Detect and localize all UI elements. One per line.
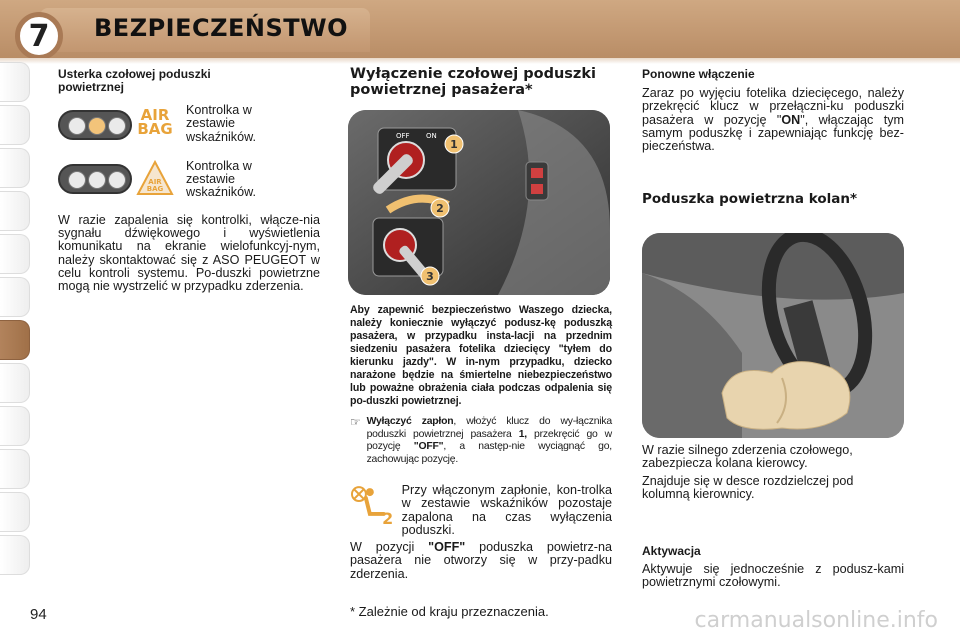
failure-paragraph: W razie zapalenia się kontrolki, włącze-nia sygnału dźwiękowego i wyświetlenia komunikatu na ekranie wielofunkcyj-nym, należy skontaktować się z ASO PEUGEOT w celu kontroli systemu. Po-duszki powietrzne mogą nie wystrzelić w przypadku zderzenia. [58,212,320,294]
section-heading: Ponowne włączenie [642,67,755,81]
section-heading: Wyłączenie czołowej poduszki powietrznej pasażera* [350,66,596,98]
footnote: * Zależnie od kraju przeznaczenia. [350,604,549,619]
middle-column [350,66,612,98]
passenger-airbag-off-icon [350,484,396,526]
svg-text:2: 2 [382,508,394,526]
pointing-hand-icon: ☞ [350,415,361,429]
svg-text:AIR: AIR [148,177,162,186]
chapter-tab[interactable] [0,105,30,145]
knee-airbag-text-1: W razie silnego zderzenia czołowego, zabezpiecza kolana kierowcy. [642,443,853,471]
warning-label: Kontrolka w zestawie wskaźników. [186,158,256,200]
right-column-lower [642,444,904,590]
instrument-cluster-icon [58,164,132,194]
chapter-tab[interactable] [0,363,30,403]
chapter-side-tabs [0,62,34,577]
chapter-tab[interactable] [0,277,30,317]
warning-row [58,103,320,144]
airbag-triangle-icon [136,160,174,196]
middle-text [350,304,612,581]
reactivation-text: Zaraz po wyjęciu fotelika dziecięcego, należy przekręcić klucz w przełączni-ku poduszki pasażera w pozycję "ON", włączając tym samym poduszkę i zapewniając funkcję bez-pieczeństwa. [642,86,904,154]
key-switch-photo [348,110,610,295]
step-1-marker: 1 [450,138,458,151]
off-position-text: W pozycji "OFF" poduszka powietrz-na pasażera nie otworzy się w przy-padku zderzenia. [350,540,612,581]
instruction-item [350,416,612,466]
chapter-tab[interactable] [0,406,30,446]
chapter-tab[interactable] [0,62,30,102]
section-heading: Poduszka powietrzna kolan* [642,191,858,208]
right-column [642,68,904,207]
chapter-tab[interactable] [0,449,30,489]
on-label: ON [426,132,437,140]
chapter-tab[interactable] [0,492,30,532]
step-2-marker: 2 [436,202,444,215]
off-label: OFF [396,132,410,140]
chapter-tab-active[interactable] [0,320,30,360]
step-3-marker: 3 [426,270,434,283]
section-heading: Usterka czołowej poduszki powietrznej [58,67,211,94]
chapter-tab[interactable] [0,234,30,274]
knee-airbag-photo [642,233,904,438]
instruction-text: Wyłączyć zapłon, włożyć klucz do wy-łącznika poduszki powietrznej pasażera 1, przekręcić go w pozycję "OFF", a następ-nie wyciągnąć go, zachowując pozycję. [366,416,612,465]
knee-airbag-text-2: Znajduje się w desce rozdzielczej pod kolumną kierownicy. [642,473,854,501]
left-column [58,68,320,294]
watermark: carmanualsonline.info [694,608,938,633]
chapter-tab[interactable] [0,191,30,231]
page-number: 94 [30,606,47,623]
chapter-number-badge: 7 [15,12,63,60]
chapter-tab[interactable] [0,535,30,575]
header-divider [0,58,960,64]
warning-row [58,158,320,200]
activation-text: Aktywuje się jednocześnie z podusz-kami powietrznymi czołowymi. [642,562,904,590]
instrument-cluster-icon [58,110,132,140]
warning-label: Kontrolka w zestawie wskaźników. [186,103,256,144]
indicator-text: Przy włączonym zapłonie, kon-trolka w zestawie wskaźników pozostaje zapalona na czas wyłączenia poduszki. [401,483,612,537]
section-heading: Aktywacja [642,544,701,559]
airbag-text-icon: AIR BAG [137,106,173,138]
chapter-tab[interactable] [0,148,30,188]
chapter-title: BEZPIECZEŃSTWO [94,14,349,42]
svg-text:BAG: BAG [146,184,164,193]
child-seat-warning: Aby zapewnić bezpieczeństwo Waszego dziecka, należy koniecznie wyłączyć podusz-kę poduszką pasażera, w przypadku insta-lacji na przednim siedzeniu pasażera fotelika dziecięcy "tyłem do kierunku jazdy". W in-nym przypadku, dziecko narażone będzie na śmiertelne niebezpieczeństwo lub poważne obrażenia ciała podczas odpalenia się po-duszki powietrznej. [350,304,612,407]
indicator-row [350,484,612,537]
